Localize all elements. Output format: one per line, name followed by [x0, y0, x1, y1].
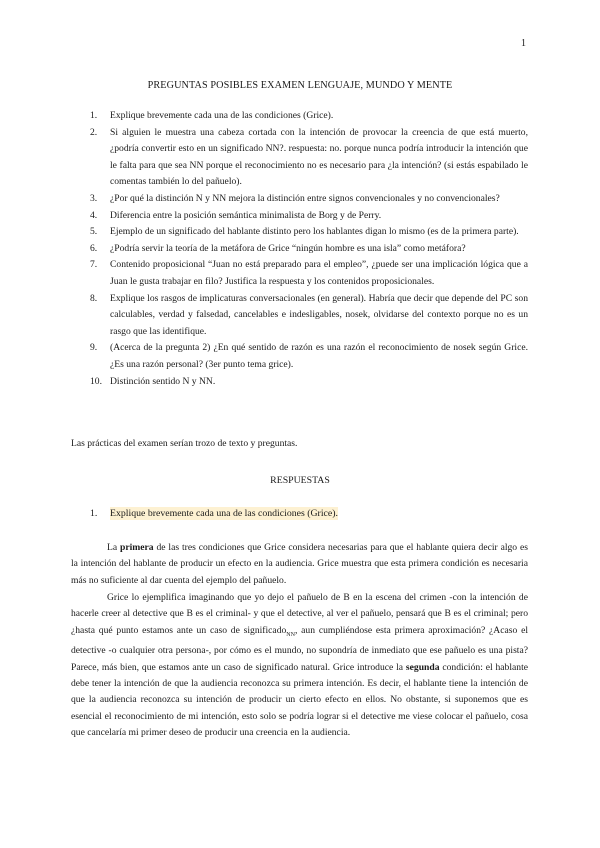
item-text: Diferencia entre la posición semántica minimalista de Borg y de Perry. — [110, 209, 382, 221]
bold-term: primera — [120, 542, 154, 553]
list-item — [90, 291, 528, 341]
item-text: (Acerca de la pregunta 2) ¿En qué sentido de razón es una razón el reconocimiento de nosek según Grice. ¿Es una razón personal? (3er punto tema grice). — [110, 342, 528, 370]
item-text: Explique brevemente cada una de las condiciones (Grice). — [110, 110, 334, 121]
list-item — [90, 224, 528, 241]
subscript: NN — [286, 631, 295, 638]
highlighted-text: Explique brevemente cada una de las condiciones (Grice). — [110, 508, 338, 519]
list-item — [90, 340, 528, 373]
item-number: 1. — [90, 508, 98, 519]
answer-paragraph-2 — [71, 590, 528, 742]
item-text: Explique los rasgos de implicaturas conversacionales (en general). Habría que decir que depende del PC son calculables, verdad y falsedad, cancelables e indesligables, nosek, olvidarse del contexto porque no es un rasgo que las identifique. — [110, 292, 528, 337]
questions-list — [90, 108, 528, 390]
text-run: condición: el hablante debe tener la intención de que la audiencia reconozca su primera intención. Es decir, el hablante tiene la intención de que la audiencia reconozca su intención de producir un cierto efecto en ellos. No obstante, si suponemos que es esencial el reconocimiento de mi intención, esto solo se podría lograr si el detective me viese colocar el pañuelo, cosa que cancelaría mi primer deseo de producir una creencia en la audiencia. — [71, 661, 528, 739]
item-number: 6. — [90, 242, 98, 254]
text-run: de las tres condiciones que Grice considera necesarias para que el hablante quiera decir algo es la intención del hablante de producir un efecto en la audiencia. Grice muestra que esta primera condición es necesaria más no suficiente al dar cuenta del ejemplo del pañuelo. — [71, 542, 528, 586]
item-number: 4. — [90, 209, 98, 221]
list-item — [90, 191, 528, 208]
list-item — [90, 374, 528, 391]
document-title: PREGUNTAS POSIBLES EXAMEN LENGUAJE, MUNDO Y MENTE — [147, 80, 453, 91]
text-run: La — [107, 542, 121, 553]
item-number: 8. — [90, 292, 98, 304]
highlighted-question — [90, 506, 528, 522]
item-text: ¿Por qué la distinción N y NN mejora la distinción entre signos convencionales y no convencionales? — [110, 192, 500, 204]
item-number: 2. — [90, 126, 98, 138]
item-text: Ejemplo de un significado del hablante distinto pero los hablantes digan lo mismo (es de la primera parte). — [110, 226, 519, 238]
item-number: 3. — [90, 192, 98, 204]
item-number: 5. — [90, 226, 98, 238]
item-number: 1. — [90, 110, 98, 121]
list-item — [90, 257, 528, 290]
answer-paragraph-1 — [71, 540, 528, 589]
page-number: 1 — [521, 38, 526, 49]
answers-heading: RESPUESTAS — [270, 475, 330, 486]
item-number: 10. — [90, 375, 102, 387]
text-run: Grice lo ejemplifica imaginando que yo dejo el pañuelo de B en la escena del crimen -con la intención de hacerle creer al detective que B es el criminal- y que el detective, al ver el pañuelo, pensará que B es el criminal; pero ¿hasta qué punto estamos ante un caso de significado — [71, 592, 528, 636]
exam-note: Las prácticas del examen serían trozo de texto y preguntas. — [71, 438, 298, 449]
list-item — [90, 241, 528, 258]
item-number: 7. — [90, 259, 98, 271]
item-text: ¿Podría servir la teoría de la metáfora de Grice “ningún hombre es una isla” como metáfora? — [110, 242, 466, 254]
list-item — [90, 108, 528, 125]
item-text: Distinción sentido N y NN. — [110, 375, 216, 387]
item-text: Contenido proposicional “Juan no está preparado para el empleo”, ¿puede ser una implicación lógica que a Juan le gusta trabajar en filo? Justifica la respuesta y los contenidos proposicionales. — [110, 259, 528, 287]
item-number: 9. — [90, 342, 98, 354]
text-run: , aun cumpliéndose esta primera aproximación? ¿Acaso el detective -o cualquier otra persona-, por cómo es el mundo, no supondría de inmediato que ese pañuelo es una pista? Parece, más bien, que estamos ante un caso de significado natural. Grice introduce la — [71, 624, 529, 673]
list-item — [90, 208, 528, 225]
bold-term: segunda — [405, 661, 440, 673]
item-text: Si alguien le muestra una cabeza cortada con la intención de provocar la creencia de que está muerto, ¿podría convertir esto en un significado NN?. respuesta: no. porque nunca podría introducir la intención que le falta para que sea NN porque el reconocimiento no es necesario para ¿la intención? (si estás espabilado le comentas también lo del pañuelo). — [110, 126, 528, 188]
list-item — [90, 125, 528, 191]
